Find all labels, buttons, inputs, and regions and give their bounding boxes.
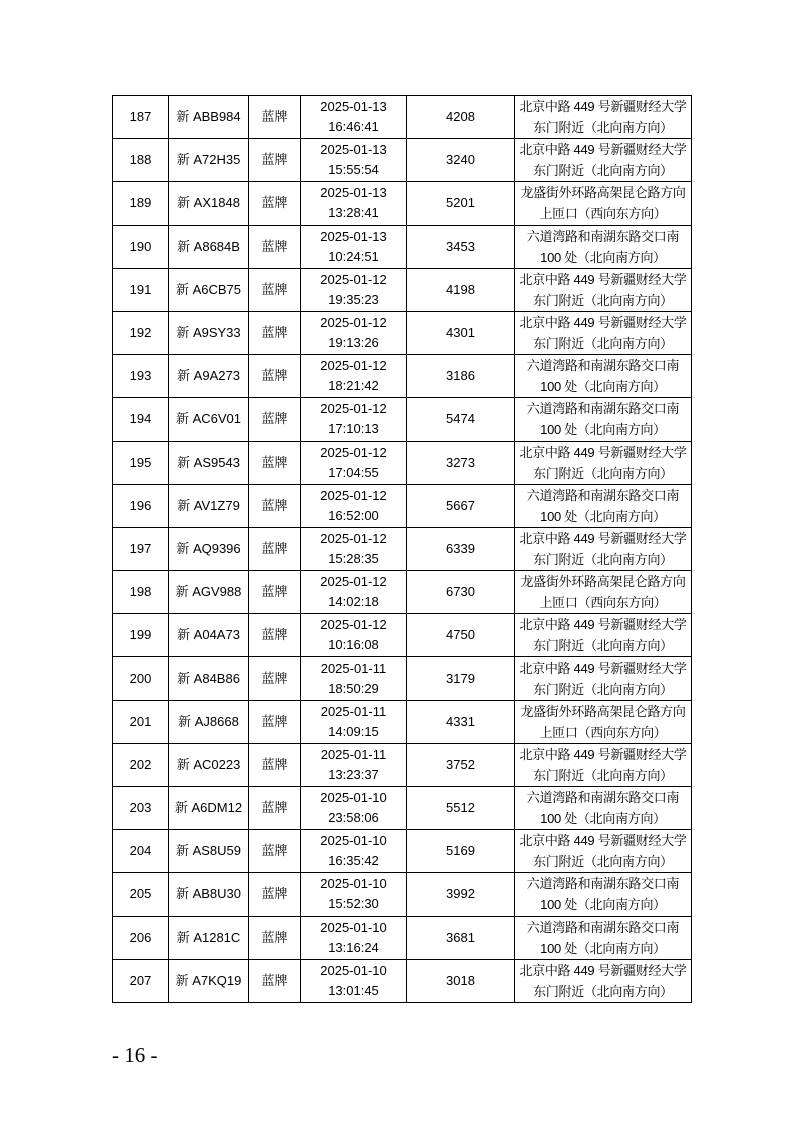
plate-color-cell: 蓝牌 <box>249 441 301 484</box>
record-number-cell: 189 <box>113 182 169 225</box>
datetime-cell: 2025-01-12 18:21:42 <box>301 355 407 398</box>
datetime-cell: 2025-01-12 17:10:13 <box>301 398 407 441</box>
location-cell: 六道湾路和南湖东路交口南 100 处（北向南方向） <box>515 225 692 268</box>
plate-number-cell: 新 A84B86 <box>169 657 249 700</box>
plate-number-cell: 新 AS8U59 <box>169 830 249 873</box>
plate-number-cell: 新 AB8U30 <box>169 873 249 916</box>
plate-number-cell: 新 A04A73 <box>169 614 249 657</box>
table-row <box>113 311 692 354</box>
table-row <box>113 484 692 527</box>
code-cell: 3992 <box>407 873 515 916</box>
plate-color-cell: 蓝牌 <box>249 268 301 311</box>
table-row <box>113 614 692 657</box>
code-cell: 6730 <box>407 571 515 614</box>
record-number-cell: 203 <box>113 787 169 830</box>
code-cell: 4331 <box>407 700 515 743</box>
table-row <box>113 873 692 916</box>
datetime-cell: 2025-01-12 17:04:55 <box>301 441 407 484</box>
plate-number-cell: 新 A6DM12 <box>169 787 249 830</box>
datetime-cell: 2025-01-12 10:16:08 <box>301 614 407 657</box>
plate-color-cell: 蓝牌 <box>249 355 301 398</box>
plate-number-cell: 新 AC0223 <box>169 743 249 786</box>
records-table <box>112 95 692 1003</box>
datetime-cell: 2025-01-10 16:35:42 <box>301 830 407 873</box>
location-cell: 北京中路 449 号新疆财经大学 东门附近（北向南方向） <box>515 311 692 354</box>
code-cell: 4198 <box>407 268 515 311</box>
code-cell: 4750 <box>407 614 515 657</box>
record-number-cell: 192 <box>113 311 169 354</box>
datetime-cell: 2025-01-10 23:58:06 <box>301 787 407 830</box>
plate-color-cell: 蓝牌 <box>249 571 301 614</box>
plate-color-cell: 蓝牌 <box>249 527 301 570</box>
plate-color-cell: 蓝牌 <box>249 873 301 916</box>
code-cell: 5201 <box>407 182 515 225</box>
plate-number-cell: 新 A1281C <box>169 916 249 959</box>
plate-color-cell: 蓝牌 <box>249 916 301 959</box>
plate-color-cell: 蓝牌 <box>249 311 301 354</box>
plate-number-cell: 新 A8684B <box>169 225 249 268</box>
plate-color-cell: 蓝牌 <box>249 743 301 786</box>
table-row <box>113 225 692 268</box>
table-row <box>113 700 692 743</box>
location-cell: 六道湾路和南湖东路交口南 100 处（北向南方向） <box>515 916 692 959</box>
table-row <box>113 916 692 959</box>
record-number-cell: 202 <box>113 743 169 786</box>
plate-number-cell: 新 AC6V01 <box>169 398 249 441</box>
record-number-cell: 206 <box>113 916 169 959</box>
code-cell: 3179 <box>407 657 515 700</box>
record-number-cell: 187 <box>113 96 169 139</box>
table-row <box>113 527 692 570</box>
location-cell: 六道湾路和南湖东路交口南 100 处（北向南方向） <box>515 873 692 916</box>
code-cell: 3453 <box>407 225 515 268</box>
plate-color-cell: 蓝牌 <box>249 182 301 225</box>
datetime-cell: 2025-01-11 14:09:15 <box>301 700 407 743</box>
record-number-cell: 205 <box>113 873 169 916</box>
location-cell: 北京中路 449 号新疆财经大学 东门附近（北向南方向） <box>515 96 692 139</box>
table-row <box>113 830 692 873</box>
record-number-cell: 200 <box>113 657 169 700</box>
plate-color-cell: 蓝牌 <box>249 830 301 873</box>
table-row <box>113 398 692 441</box>
code-cell: 5169 <box>407 830 515 873</box>
plate-number-cell: 新 A6CB75 <box>169 268 249 311</box>
location-cell: 北京中路 449 号新疆财经大学 东门附近（北向南方向） <box>515 959 692 1002</box>
table-row <box>113 96 692 139</box>
plate-number-cell: 新 A7KQ19 <box>169 959 249 1002</box>
plate-color-cell: 蓝牌 <box>249 614 301 657</box>
plate-color-cell: 蓝牌 <box>249 484 301 527</box>
table-row <box>113 441 692 484</box>
table-row <box>113 268 692 311</box>
plate-number-cell: 新 AGV988 <box>169 571 249 614</box>
location-cell: 六道湾路和南湖东路交口南 100 处（北向南方向） <box>515 484 692 527</box>
code-cell: 3240 <box>407 139 515 182</box>
plate-number-cell: 新 AS9543 <box>169 441 249 484</box>
record-number-cell: 196 <box>113 484 169 527</box>
plate-color-cell: 蓝牌 <box>249 657 301 700</box>
code-cell: 3752 <box>407 743 515 786</box>
code-cell: 5667 <box>407 484 515 527</box>
datetime-cell: 2025-01-12 16:52:00 <box>301 484 407 527</box>
plate-color-cell: 蓝牌 <box>249 225 301 268</box>
record-number-cell: 197 <box>113 527 169 570</box>
plate-number-cell: 新 AJ8668 <box>169 700 249 743</box>
datetime-cell: 2025-01-12 14:02:18 <box>301 571 407 614</box>
table-row <box>113 182 692 225</box>
plate-number-cell: 新 A72H35 <box>169 139 249 182</box>
code-cell: 5512 <box>407 787 515 830</box>
code-cell: 3681 <box>407 916 515 959</box>
code-cell: 5474 <box>407 398 515 441</box>
plate-number-cell: 新 AV1Z79 <box>169 484 249 527</box>
plate-color-cell: 蓝牌 <box>249 700 301 743</box>
plate-number-cell: 新 AX1848 <box>169 182 249 225</box>
plate-number-cell: 新 ABB984 <box>169 96 249 139</box>
datetime-cell: 2025-01-13 15:55:54 <box>301 139 407 182</box>
datetime-cell: 2025-01-12 15:28:35 <box>301 527 407 570</box>
location-cell: 六道湾路和南湖东路交口南 100 处（北向南方向） <box>515 787 692 830</box>
table-row <box>113 743 692 786</box>
record-number-cell: 191 <box>113 268 169 311</box>
location-cell: 北京中路 449 号新疆财经大学 东门附近（北向南方向） <box>515 441 692 484</box>
datetime-cell: 2025-01-13 16:46:41 <box>301 96 407 139</box>
plate-color-cell: 蓝牌 <box>249 139 301 182</box>
record-number-cell: 195 <box>113 441 169 484</box>
code-cell: 6339 <box>407 527 515 570</box>
datetime-cell: 2025-01-13 13:28:41 <box>301 182 407 225</box>
datetime-cell: 2025-01-12 19:35:23 <box>301 268 407 311</box>
code-cell: 4301 <box>407 311 515 354</box>
datetime-cell: 2025-01-12 19:13:26 <box>301 311 407 354</box>
datetime-cell: 2025-01-11 13:23:37 <box>301 743 407 786</box>
page-number: - 16 - <box>112 1043 158 1067</box>
record-number-cell: 199 <box>113 614 169 657</box>
record-number-cell: 193 <box>113 355 169 398</box>
location-cell: 北京中路 449 号新疆财经大学 东门附近（北向南方向） <box>515 527 692 570</box>
location-cell: 龙盛街外环路高架昆仑路方向 上匝口（西向东方向） <box>515 700 692 743</box>
plate-color-cell: 蓝牌 <box>249 96 301 139</box>
location-cell: 北京中路 449 号新疆财经大学 东门附近（北向南方向） <box>515 830 692 873</box>
location-cell: 龙盛街外环路高架昆仑路方向 上匝口（西向东方向） <box>515 182 692 225</box>
location-cell: 北京中路 449 号新疆财经大学 东门附近（北向南方向） <box>515 657 692 700</box>
code-cell: 3186 <box>407 355 515 398</box>
datetime-cell: 2025-01-11 18:50:29 <box>301 657 407 700</box>
location-cell: 六道湾路和南湖东路交口南 100 处（北向南方向） <box>515 355 692 398</box>
location-cell: 龙盛街外环路高架昆仑路方向 上匝口（西向东方向） <box>515 571 692 614</box>
record-number-cell: 201 <box>113 700 169 743</box>
record-number-cell: 198 <box>113 571 169 614</box>
code-cell: 3273 <box>407 441 515 484</box>
plate-number-cell: 新 A9A273 <box>169 355 249 398</box>
code-cell: 3018 <box>407 959 515 1002</box>
location-cell: 北京中路 449 号新疆财经大学 东门附近（北向南方向） <box>515 614 692 657</box>
record-number-cell: 194 <box>113 398 169 441</box>
record-number-cell: 188 <box>113 139 169 182</box>
datetime-cell: 2025-01-13 10:24:51 <box>301 225 407 268</box>
plate-color-cell: 蓝牌 <box>249 398 301 441</box>
location-cell: 北京中路 449 号新疆财经大学 东门附近（北向南方向） <box>515 268 692 311</box>
record-number-cell: 190 <box>113 225 169 268</box>
table-row <box>113 355 692 398</box>
table-row <box>113 139 692 182</box>
datetime-cell: 2025-01-10 13:01:45 <box>301 959 407 1002</box>
records-body <box>113 96 692 1003</box>
record-number-cell: 207 <box>113 959 169 1002</box>
plate-color-cell: 蓝牌 <box>249 959 301 1002</box>
record-number-cell: 204 <box>113 830 169 873</box>
location-cell: 六道湾路和南湖东路交口南 100 处（北向南方向） <box>515 398 692 441</box>
plate-color-cell: 蓝牌 <box>249 787 301 830</box>
datetime-cell: 2025-01-10 15:52:30 <box>301 873 407 916</box>
table-row <box>113 959 692 1002</box>
plate-number-cell: 新 AQ9396 <box>169 527 249 570</box>
location-cell: 北京中路 449 号新疆财经大学 东门附近（北向南方向） <box>515 139 692 182</box>
table-row <box>113 787 692 830</box>
table-row <box>113 657 692 700</box>
location-cell: 北京中路 449 号新疆财经大学 东门附近（北向南方向） <box>515 743 692 786</box>
code-cell: 4208 <box>407 96 515 139</box>
plate-number-cell: 新 A9SY33 <box>169 311 249 354</box>
table-row <box>113 571 692 614</box>
datetime-cell: 2025-01-10 13:16:24 <box>301 916 407 959</box>
